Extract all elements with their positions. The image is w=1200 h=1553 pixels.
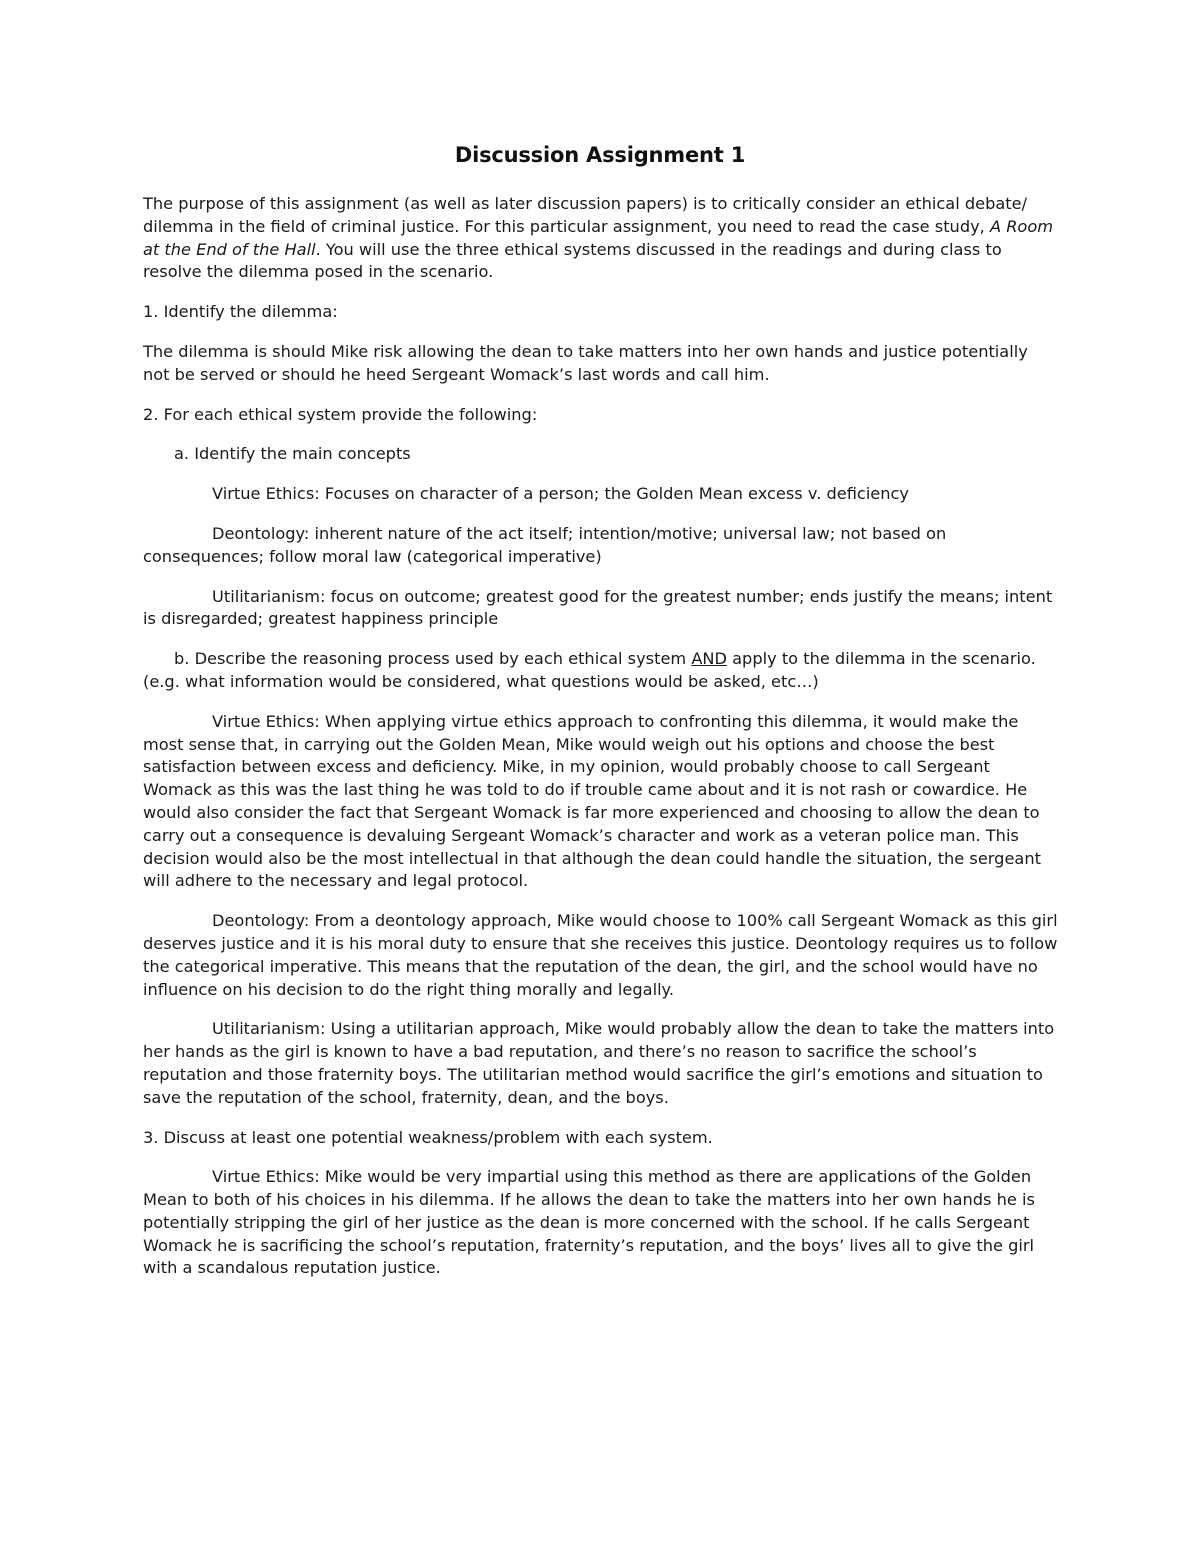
case-study-title: A Room at the End of the Hall — [143, 216, 1054, 259]
intro-paragraph — [143, 193, 1058, 284]
concept-utilitarianism: Utilitarianism: focus on outcome; greatest good for the greatest number; ends justify the means; intent is disregarded; greatest happiness principle — [143, 586, 1053, 629]
reasoning-utilitarianism: Utilitarianism: Using a utilitarian approach, Mike would probably allow the dean to take the matters into her hands as the girl is known to have a bad reputation, and there’s no reason to sacrifice the school’s reputation and those fraternity boys. The utilitarian method would sacrifice the girl’s emotions and situation to save the reputation of the school, fraternity, dean, and the boys. — [143, 1019, 1055, 1107]
question-3-heading: 3. Discuss at least one potential weakness/problem with each system. — [143, 1127, 713, 1147]
document-title: Discussion Assignment 1 — [454, 143, 746, 167]
reasoning-deontology: Deontology: From a deontology approach, Mike would choose to 100% call Sergeant Womack as this girl deserves justice and it is his moral duty to ensure that she receives this justice. Deontology requires us to follow the categorical imperative. This means that the reputation of the dean, the girl, and the school would have no influence on his decision to do the right thing morally and legally. — [143, 911, 1058, 999]
concept-deontology: Deontology: inherent nature of the act itself; intention/motive; universal law; not based on consequences; follow moral law (categorical imperative) — [143, 523, 947, 566]
reasoning-virtue-ethics: Virtue Ethics: When applying virtue ethics approach to confronting this dilemma, it would make the most sense that, in carrying out the Golden Mean, Mike would weigh out his options and choose the best satisfaction between excess and deficiency. Mike, in my opinion, would probably choose to call Sergeant Womack as this was the last thing he was told to do if trouble came about and it is not rash or cowardice. He would also consider the fact that Sergeant Womack is far more experienced and choosing to allow the dean to carry out a consequence is devaluing Sergeant Womack’s character and work as a veteran police man. This decision would also be the most intellectual in that although the dean could handle the situation, the sergeant will adhere to the necessary and legal protocol. — [143, 711, 1041, 891]
intro-text-after: . You will use the three ethical systems discussed in the readings and during class to resolve the dilemma posed in the scenario. — [143, 239, 1002, 282]
intro-text-before: The purpose of this assignment (as well as later discussion papers) is to critically consider an ethical debate/ dilemma in the field of criminal justice. For this particular assignment, you need to read the case study, — [143, 194, 1028, 236]
question-2-heading: 2. For each ethical system provide the following: — [143, 404, 538, 424]
question-2b-heading — [143, 648, 1058, 694]
question-2b-text-after: apply to the dilemma in the scenario. (e.g. what information would be considered, what questions would be asked, etc…) — [143, 649, 1036, 691]
question-1-heading: 1. Identify the dilemma: — [143, 302, 338, 322]
question-2b-text-before: b. Describe the reasoning process used by each ethical system — [174, 649, 692, 669]
document-body — [143, 193, 1058, 1297]
question-1-answer: The dilemma is should Mike risk allowing the dean to take matters into her own hands and justice potentially not be served or should he heed Sergeant Womack’s last words and call him. — [143, 341, 1028, 384]
question-2a-heading: a. Identify the main concepts — [174, 444, 411, 464]
weakness-virtue-ethics: Virtue Ethics: Mike would be very impartial using this method as there are applications of the Golden Mean to both of his choices in his dilemma. If he allows the dean to take the matters into her own hands he is potentially stripping the girl of her justice as the dean is more concerned with the school. If he calls Sergeant Womack he is sacrificing the school’s reputation, fraternity’s reputation, and the boys’ lives all to give the girl with a scandalous reputation justice. — [143, 1167, 1035, 1278]
question-2b-and: AND — [691, 649, 727, 669]
concept-virtue-ethics: Virtue Ethics: Focuses on character of a person; the Golden Mean excess v. deficiency — [212, 484, 910, 504]
